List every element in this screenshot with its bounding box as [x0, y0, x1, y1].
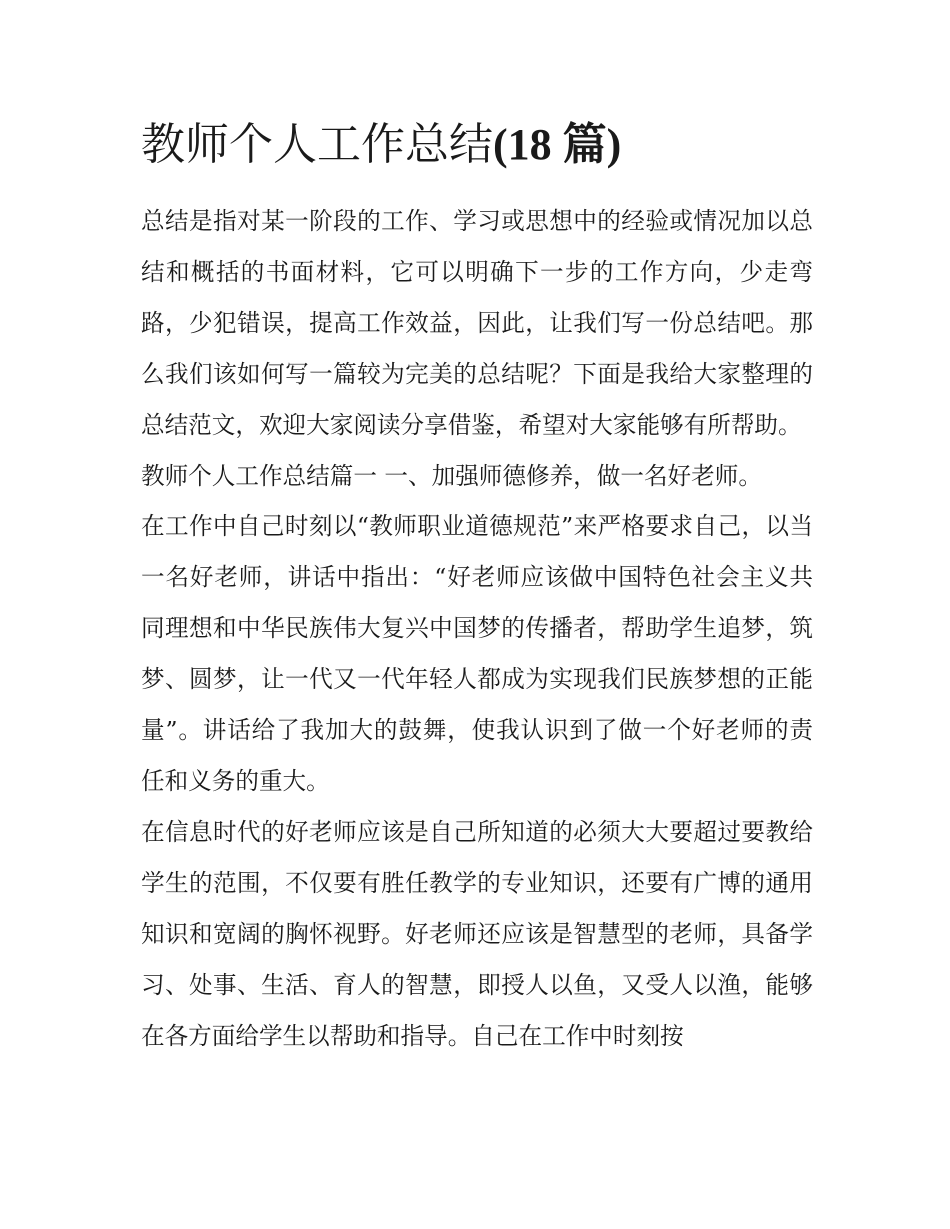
document-title-suffix: (18 篇) [493, 120, 622, 169]
document-page [141, 112, 813, 1061]
document-title [141, 112, 813, 178]
document-title-main: 教师个人工作总结 [141, 119, 493, 170]
body-paragraph-1: 在工作中自己时刻以“教师职业道德规范”来严格要求自己，以当一名好老师，讲话中指出：“好老师应该做中国特色社会主义共同理想和中华民族伟大复兴中国梦的传播者，帮助学生追梦，筑梦、圆梦，让一代又一代年轻人都成为实现我们民族梦想的正能量”。讲话给了我加大的鼓舞，使我认识到了做一个好老师的责任和义务的重大。 [141, 512, 813, 795]
body-paragraph-2: 在信息时代的好老师应该是自己所知道的必须大大要超过要教给学生的范围，不仅要有胜任教学的专业知识，还要有广博的通用知识和宽阔的胸怀视野。好老师还应该是智慧型的老师，具备学习、处事、生活、育人的智慧，即授人以鱼，又受人以渔，能够在各方面给学生以帮助和指导。自己在工作中时刻按 [141, 817, 813, 1050]
intro-paragraph: 总结是指对某一阶段的工作、学习或思想中的经验或情况加以总结和概括的书面材料，它可以明确下一步的工作方向，少走弯路，少犯错误，提高工作效益，因此，让我们写一份总结吧。那么我们该如何写一篇较为完美的总结呢？下面是我给大家整理的总结范文，欢迎大家阅读分享借鉴，希望对大家能够有所帮助。 [141, 207, 813, 439]
section-heading-paragraph: 教师个人工作总结篇一 一、加强师德修养，做一名好老师。 [141, 461, 762, 490]
